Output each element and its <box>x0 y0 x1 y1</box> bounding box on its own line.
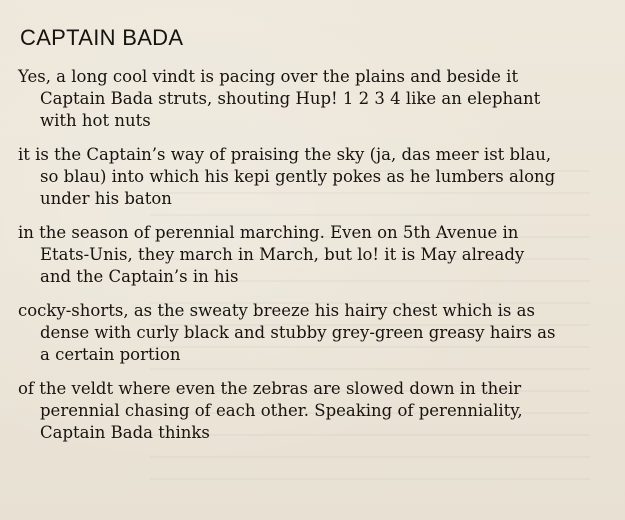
stanza <box>18 378 618 444</box>
poem-line: with hot nuts <box>40 111 151 130</box>
poem-title: CAPTAIN BADA <box>20 25 184 50</box>
poem-line: a certain portion <box>40 345 181 364</box>
poem-line: dense with curly black and stubby grey-green greasy hairs as <box>40 323 556 342</box>
poem-line: of the veldt where even the zebras are slowed down in their <box>18 379 522 398</box>
poem-line: Captain Bada thinks <box>40 423 210 442</box>
stanza <box>18 222 618 288</box>
stanza <box>18 300 618 366</box>
stanza <box>18 144 618 210</box>
poem-line: so blau) into which his kepi gently pokes as he lumbers along <box>40 167 556 186</box>
poem-line: in the season of perennial marching. Even on 5th Avenue in <box>18 223 519 242</box>
poem-line: under his baton <box>40 189 172 208</box>
poem-line: cocky-shorts, as the sweaty breeze his hairy chest which is as <box>18 301 535 320</box>
poem-line: it is the Captain’s way of praising the sky (ja, das meer ist blau, <box>18 145 552 164</box>
poem-line: Yes, a long cool vindt is pacing over the plains and beside it <box>18 67 519 86</box>
poem-line: Captain Bada struts, shouting Hup! 1 2 3 4 like an elephant <box>40 89 541 108</box>
poem-line: Etats-Unis, they march in March, but lo! it is May already <box>40 245 525 264</box>
stanza <box>18 66 618 132</box>
poem-line: perennial chasing of each other. Speaking of perenniality, <box>40 401 523 420</box>
poem-line: and the Captain’s in his <box>40 267 239 286</box>
poem <box>18 24 618 456</box>
